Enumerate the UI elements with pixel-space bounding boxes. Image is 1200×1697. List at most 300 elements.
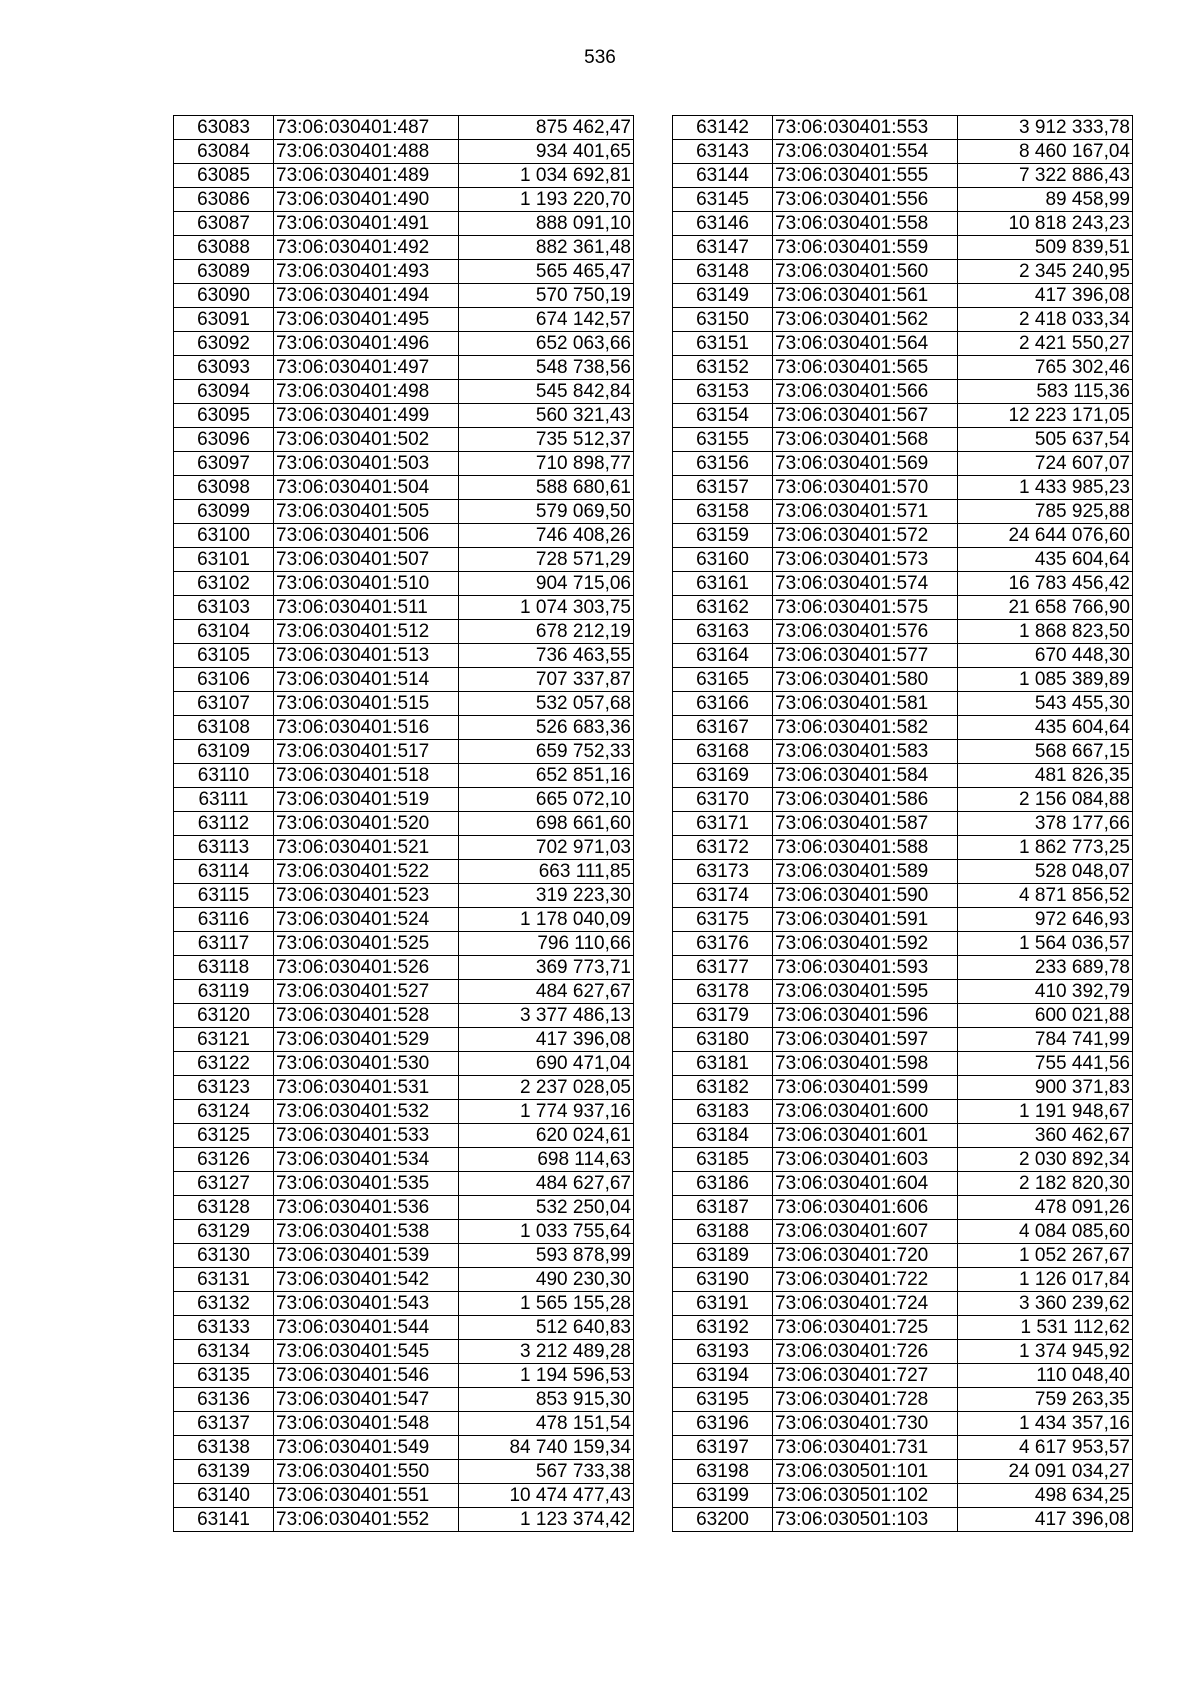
- row-number-cell: 63182: [673, 1076, 773, 1100]
- table-row: [673, 1172, 1133, 1196]
- cadastral-number-cell: 73:06:030401:493: [274, 260, 459, 284]
- value-cell: 710 898,77: [459, 452, 634, 476]
- row-number-cell: 63177: [673, 956, 773, 980]
- value-cell: 543 455,30: [958, 692, 1133, 716]
- row-number-cell: 63097: [174, 452, 274, 476]
- row-number-cell: 63094: [174, 380, 274, 404]
- row-number-cell: 63150: [673, 308, 773, 332]
- value-cell: 702 971,03: [459, 836, 634, 860]
- value-cell: 1 433 985,23: [958, 476, 1133, 500]
- cadastral-number-cell: 73:06:030501:102: [773, 1484, 958, 1508]
- table-row: [174, 500, 634, 524]
- value-cell: 736 463,55: [459, 644, 634, 668]
- table-row: [673, 476, 1133, 500]
- row-number-cell: 63155: [673, 428, 773, 452]
- table-row: [174, 1388, 634, 1412]
- row-number-cell: 63156: [673, 452, 773, 476]
- value-cell: 735 512,37: [459, 428, 634, 452]
- cadastral-number-cell: 73:06:030401:502: [274, 428, 459, 452]
- cadastral-number-cell: 73:06:030401:539: [274, 1244, 459, 1268]
- cadastral-number-cell: 73:06:030401:720: [773, 1244, 958, 1268]
- table-row: [174, 596, 634, 620]
- value-cell: 3 377 486,13: [459, 1004, 634, 1028]
- row-number-cell: 63185: [673, 1148, 773, 1172]
- row-number-cell: 63191: [673, 1292, 773, 1316]
- row-number-cell: 63128: [174, 1196, 274, 1220]
- table-row: [673, 1460, 1133, 1484]
- cadastral-number-cell: 73:06:030401:546: [274, 1364, 459, 1388]
- table-row: [673, 1388, 1133, 1412]
- row-number-cell: 63111: [174, 788, 274, 812]
- row-number-cell: 63186: [673, 1172, 773, 1196]
- table-row: [174, 1028, 634, 1052]
- table-row: [673, 1076, 1133, 1100]
- value-cell: 600 021,88: [958, 1004, 1133, 1028]
- row-number-cell: 63192: [673, 1316, 773, 1340]
- table-row: [673, 1268, 1133, 1292]
- table-row: [673, 692, 1133, 716]
- row-number-cell: 63086: [174, 188, 274, 212]
- value-cell: 378 177,66: [958, 812, 1133, 836]
- cadastral-number-cell: 73:06:030401:600: [773, 1100, 958, 1124]
- value-cell: 548 738,56: [459, 356, 634, 380]
- table-row: [174, 308, 634, 332]
- cadastral-number-cell: 73:06:030401:497: [274, 356, 459, 380]
- value-cell: 233 689,78: [958, 956, 1133, 980]
- cadastral-number-cell: 73:06:030401:488: [274, 140, 459, 164]
- row-number-cell: 63196: [673, 1412, 773, 1436]
- row-number-cell: 63183: [673, 1100, 773, 1124]
- row-number-cell: 63166: [673, 692, 773, 716]
- value-cell: 417 396,08: [958, 284, 1133, 308]
- cadastral-number-cell: 73:06:030401:584: [773, 764, 958, 788]
- cadastral-number-cell: 73:06:030401:601: [773, 1124, 958, 1148]
- value-cell: 435 604,64: [958, 716, 1133, 740]
- value-cell: 84 740 159,34: [459, 1436, 634, 1460]
- value-cell: 526 683,36: [459, 716, 634, 740]
- value-cell: 417 396,08: [459, 1028, 634, 1052]
- value-cell: 512 640,83: [459, 1316, 634, 1340]
- value-cell: 784 741,99: [958, 1028, 1133, 1052]
- cadastral-number-cell: 73:06:030401:724: [773, 1292, 958, 1316]
- table-row: [174, 116, 634, 140]
- row-number-cell: 63098: [174, 476, 274, 500]
- value-cell: 674 142,57: [459, 308, 634, 332]
- table-row: [174, 284, 634, 308]
- cadastral-number-cell: 73:06:030401:589: [773, 860, 958, 884]
- table-row: [673, 764, 1133, 788]
- value-cell: 1 774 937,16: [459, 1100, 634, 1124]
- cadastral-number-cell: 73:06:030401:495: [274, 308, 459, 332]
- cadastral-number-cell: 73:06:030401:514: [274, 668, 459, 692]
- cadastral-number-cell: 73:06:030401:547: [274, 1388, 459, 1412]
- row-number-cell: 63124: [174, 1100, 274, 1124]
- cadastral-number-cell: 73:06:030401:730: [773, 1412, 958, 1436]
- cadastral-number-cell: 73:06:030401:548: [274, 1412, 459, 1436]
- cadastral-number-cell: 73:06:030401:529: [274, 1028, 459, 1052]
- row-number-cell: 63103: [174, 596, 274, 620]
- row-number-cell: 63092: [174, 332, 274, 356]
- table-row: [174, 1364, 634, 1388]
- value-cell: 579 069,50: [459, 500, 634, 524]
- table-row: [174, 164, 634, 188]
- cadastral-number-cell: 73:06:030401:551: [274, 1484, 459, 1508]
- cadastral-number-cell: 73:06:030401:581: [773, 692, 958, 716]
- value-cell: 1 862 773,25: [958, 836, 1133, 860]
- table-row: [174, 476, 634, 500]
- value-cell: 369 773,71: [459, 956, 634, 980]
- value-cell: 16 783 456,42: [958, 572, 1133, 596]
- cadastral-number-cell: 73:06:030401:568: [773, 428, 958, 452]
- table-row: [673, 260, 1133, 284]
- value-cell: 484 627,67: [459, 1172, 634, 1196]
- row-number-cell: 63112: [174, 812, 274, 836]
- table-row: [673, 1052, 1133, 1076]
- row-number-cell: 63090: [174, 284, 274, 308]
- row-number-cell: 63123: [174, 1076, 274, 1100]
- value-cell: 1 434 357,16: [958, 1412, 1133, 1436]
- value-cell: 24 091 034,27: [958, 1460, 1133, 1484]
- table-row: [673, 140, 1133, 164]
- row-number-cell: 63114: [174, 860, 274, 884]
- table-row: [673, 164, 1133, 188]
- value-cell: 2 182 820,30: [958, 1172, 1133, 1196]
- row-number-cell: 63121: [174, 1028, 274, 1052]
- value-cell: 570 750,19: [459, 284, 634, 308]
- cadastral-number-cell: 73:06:030401:520: [274, 812, 459, 836]
- cadastral-number-cell: 73:06:030401:533: [274, 1124, 459, 1148]
- cadastral-number-cell: 73:06:030401:603: [773, 1148, 958, 1172]
- value-cell: 478 091,26: [958, 1196, 1133, 1220]
- table-row: [673, 1196, 1133, 1220]
- row-number-cell: 63184: [673, 1124, 773, 1148]
- row-number-cell: 63119: [174, 980, 274, 1004]
- value-cell: 1 033 755,64: [459, 1220, 634, 1244]
- row-number-cell: 63164: [673, 644, 773, 668]
- row-number-cell: 63139: [174, 1460, 274, 1484]
- cadastral-table-right: [672, 115, 1133, 1532]
- cadastral-number-cell: 73:06:030401:555: [773, 164, 958, 188]
- cadastral-number-cell: 73:06:030401:573: [773, 548, 958, 572]
- row-number-cell: 63115: [174, 884, 274, 908]
- row-number-cell: 63143: [673, 140, 773, 164]
- table-row: [673, 1364, 1133, 1388]
- cadastral-number-cell: 73:06:030401:506: [274, 524, 459, 548]
- table-row: [174, 692, 634, 716]
- value-cell: 888 091,10: [459, 212, 634, 236]
- value-cell: 2 156 084,88: [958, 788, 1133, 812]
- table-row: [673, 1508, 1133, 1532]
- cadastral-number-cell: 73:06:030401:596: [773, 1004, 958, 1028]
- row-number-cell: 63087: [174, 212, 274, 236]
- value-cell: 12 223 171,05: [958, 404, 1133, 428]
- table-row: [673, 1244, 1133, 1268]
- row-number-cell: 63162: [673, 596, 773, 620]
- value-cell: 2 030 892,34: [958, 1148, 1133, 1172]
- row-number-cell: 63152: [673, 356, 773, 380]
- table-row: [673, 1100, 1133, 1124]
- table-row: [673, 836, 1133, 860]
- cadastral-number-cell: 73:06:030401:527: [274, 980, 459, 1004]
- table-row: [174, 1148, 634, 1172]
- value-cell: 759 263,35: [958, 1388, 1133, 1412]
- table-row: [174, 884, 634, 908]
- table-row: [174, 1052, 634, 1076]
- row-number-cell: 63117: [174, 932, 274, 956]
- value-cell: 21 658 766,90: [958, 596, 1133, 620]
- row-number-cell: 63146: [673, 212, 773, 236]
- value-cell: 663 111,85: [459, 860, 634, 884]
- table-row: [174, 1316, 634, 1340]
- value-cell: 567 733,38: [459, 1460, 634, 1484]
- cadastral-number-cell: 73:06:030401:552: [274, 1508, 459, 1532]
- value-cell: 1 565 155,28: [459, 1292, 634, 1316]
- value-cell: 560 321,43: [459, 404, 634, 428]
- cadastral-number-cell: 73:06:030401:532: [274, 1100, 459, 1124]
- table-row: [174, 1004, 634, 1028]
- cadastral-number-cell: 73:06:030401:599: [773, 1076, 958, 1100]
- table-row: [673, 788, 1133, 812]
- value-cell: 2 421 550,27: [958, 332, 1133, 356]
- table-row: [673, 644, 1133, 668]
- table-row: [673, 428, 1133, 452]
- row-number-cell: 63104: [174, 620, 274, 644]
- value-cell: 853 915,30: [459, 1388, 634, 1412]
- table-row: [174, 1436, 634, 1460]
- row-number-cell: 63189: [673, 1244, 773, 1268]
- cadastral-number-cell: 73:06:030401:577: [773, 644, 958, 668]
- cadastral-number-cell: 73:06:030401:583: [773, 740, 958, 764]
- table-row: [673, 500, 1133, 524]
- table-row: [174, 1196, 634, 1220]
- table-row: [174, 1268, 634, 1292]
- row-number-cell: 63105: [174, 644, 274, 668]
- value-cell: 728 571,29: [459, 548, 634, 572]
- cadastral-number-cell: 73:06:030401:558: [773, 212, 958, 236]
- table-row: [673, 284, 1133, 308]
- table-row: [174, 812, 634, 836]
- table-row: [673, 356, 1133, 380]
- value-cell: 532 250,04: [459, 1196, 634, 1220]
- value-cell: 620 024,61: [459, 1124, 634, 1148]
- table-row: [174, 212, 634, 236]
- table-row: [673, 812, 1133, 836]
- cadastral-number-cell: 73:06:030401:512: [274, 620, 459, 644]
- row-number-cell: 63163: [673, 620, 773, 644]
- row-number-cell: 63173: [673, 860, 773, 884]
- row-number-cell: 63181: [673, 1052, 773, 1076]
- value-cell: 2 418 033,34: [958, 308, 1133, 332]
- row-number-cell: 63099: [174, 500, 274, 524]
- row-number-cell: 63101: [174, 548, 274, 572]
- value-cell: 678 212,19: [459, 620, 634, 644]
- row-number-cell: 63165: [673, 668, 773, 692]
- cadastral-number-cell: 73:06:030401:726: [773, 1340, 958, 1364]
- cadastral-number-cell: 73:06:030401:574: [773, 572, 958, 596]
- cadastral-number-cell: 73:06:030401:561: [773, 284, 958, 308]
- table-row: [174, 1076, 634, 1100]
- value-cell: 583 115,36: [958, 380, 1133, 404]
- table-row: [673, 548, 1133, 572]
- value-cell: 1 052 267,67: [958, 1244, 1133, 1268]
- cadastral-number-cell: 73:06:030401:536: [274, 1196, 459, 1220]
- value-cell: 1 126 017,84: [958, 1268, 1133, 1292]
- row-number-cell: 63096: [174, 428, 274, 452]
- cadastral-number-cell: 73:06:030401:591: [773, 908, 958, 932]
- cadastral-number-cell: 73:06:030401:560: [773, 260, 958, 284]
- cadastral-number-cell: 73:06:030401:534: [274, 1148, 459, 1172]
- table-row: [673, 380, 1133, 404]
- cadastral-number-cell: 73:06:030401:521: [274, 836, 459, 860]
- cadastral-number-cell: 73:06:030401:572: [773, 524, 958, 548]
- table-row: [174, 1412, 634, 1436]
- value-cell: 659 752,33: [459, 740, 634, 764]
- row-number-cell: 63179: [673, 1004, 773, 1028]
- value-cell: 698 114,63: [459, 1148, 634, 1172]
- cadastral-number-cell: 73:06:030401:490: [274, 188, 459, 212]
- table-row: [673, 1220, 1133, 1244]
- value-cell: 1 564 036,57: [958, 932, 1133, 956]
- table-row: [673, 1340, 1133, 1364]
- row-number-cell: 63140: [174, 1484, 274, 1508]
- cadastral-number-cell: 73:06:030401:510: [274, 572, 459, 596]
- value-cell: 1 034 692,81: [459, 164, 634, 188]
- table-row: [174, 764, 634, 788]
- value-cell: 746 408,26: [459, 524, 634, 548]
- row-number-cell: 63136: [174, 1388, 274, 1412]
- value-cell: 319 223,30: [459, 884, 634, 908]
- row-number-cell: 63089: [174, 260, 274, 284]
- table-row: [673, 1412, 1133, 1436]
- row-number-cell: 63188: [673, 1220, 773, 1244]
- value-cell: 1 074 303,75: [459, 596, 634, 620]
- table-row: [174, 1172, 634, 1196]
- value-cell: 89 458,99: [958, 188, 1133, 212]
- table-row: [174, 548, 634, 572]
- row-number-cell: 63126: [174, 1148, 274, 1172]
- row-number-cell: 63176: [673, 932, 773, 956]
- row-number-cell: 63108: [174, 716, 274, 740]
- table-row: [174, 452, 634, 476]
- value-cell: 498 634,25: [958, 1484, 1133, 1508]
- table-row: [673, 308, 1133, 332]
- cadastral-number-cell: 73:06:030401:564: [773, 332, 958, 356]
- cadastral-number-cell: 73:06:030401:503: [274, 452, 459, 476]
- row-number-cell: 63180: [673, 1028, 773, 1052]
- cadastral-number-cell: 73:06:030401:513: [274, 644, 459, 668]
- cadastral-number-cell: 73:06:030401:593: [773, 956, 958, 980]
- row-number-cell: 63157: [673, 476, 773, 500]
- value-cell: 1 531 112,62: [958, 1316, 1133, 1340]
- value-cell: 1 194 596,53: [459, 1364, 634, 1388]
- row-number-cell: 63151: [673, 332, 773, 356]
- row-number-cell: 63125: [174, 1124, 274, 1148]
- table-row: [174, 740, 634, 764]
- cadastral-number-cell: 73:06:030401:586: [773, 788, 958, 812]
- cadastral-number-cell: 73:06:030401:570: [773, 476, 958, 500]
- cadastral-number-cell: 73:06:030401:550: [274, 1460, 459, 1484]
- cadastral-number-cell: 73:06:030401:504: [274, 476, 459, 500]
- cadastral-number-cell: 73:06:030401:519: [274, 788, 459, 812]
- value-cell: 545 842,84: [459, 380, 634, 404]
- table-row: [673, 1316, 1133, 1340]
- table-row: [174, 380, 634, 404]
- cadastral-number-cell: 73:06:030401:491: [274, 212, 459, 236]
- value-cell: 528 048,07: [958, 860, 1133, 884]
- value-cell: 707 337,87: [459, 668, 634, 692]
- cadastral-number-cell: 73:06:030401:722: [773, 1268, 958, 1292]
- cadastral-number-cell: 73:06:030401:530: [274, 1052, 459, 1076]
- row-number-cell: 63095: [174, 404, 274, 428]
- row-number-cell: 63169: [673, 764, 773, 788]
- table-row: [673, 980, 1133, 1004]
- table-row: [673, 188, 1133, 212]
- cadastral-number-cell: 73:06:030401:522: [274, 860, 459, 884]
- cadastral-number-cell: 73:06:030401:725: [773, 1316, 958, 1340]
- cadastral-number-cell: 73:06:030401:517: [274, 740, 459, 764]
- value-cell: 1 868 823,50: [958, 620, 1133, 644]
- cadastral-number-cell: 73:06:030401:538: [274, 1220, 459, 1244]
- row-number-cell: 63194: [673, 1364, 773, 1388]
- table-row: [174, 1220, 634, 1244]
- row-number-cell: 63160: [673, 548, 773, 572]
- cadastral-number-cell: 73:06:030401:524: [274, 908, 459, 932]
- row-number-cell: 63170: [673, 788, 773, 812]
- table-row: [174, 860, 634, 884]
- row-number-cell: 63132: [174, 1292, 274, 1316]
- table-row: [673, 716, 1133, 740]
- value-cell: 765 302,46: [958, 356, 1133, 380]
- table-row: [174, 908, 634, 932]
- cadastral-number-cell: 73:06:030401:489: [274, 164, 459, 188]
- cadastral-number-cell: 73:06:030401:523: [274, 884, 459, 908]
- value-cell: 3 912 333,78: [958, 116, 1133, 140]
- cadastral-number-cell: 73:06:030401:525: [274, 932, 459, 956]
- cadastral-number-cell: 73:06:030401:507: [274, 548, 459, 572]
- value-cell: 4 871 856,52: [958, 884, 1133, 908]
- table-row: [673, 1484, 1133, 1508]
- table-row: [673, 1436, 1133, 1460]
- value-cell: 1 374 945,92: [958, 1340, 1133, 1364]
- row-number-cell: 63110: [174, 764, 274, 788]
- table-row: [673, 524, 1133, 548]
- table-row: [174, 1124, 634, 1148]
- table-row: [174, 980, 634, 1004]
- row-number-cell: 63153: [673, 380, 773, 404]
- cadastral-number-cell: 73:06:030401:598: [773, 1052, 958, 1076]
- table-row: [174, 236, 634, 260]
- value-cell: 875 462,47: [459, 116, 634, 140]
- value-cell: 481 826,35: [958, 764, 1133, 788]
- cadastral-number-cell: 73:06:030401:731: [773, 1436, 958, 1460]
- value-cell: 10 474 477,43: [459, 1484, 634, 1508]
- table-row: [673, 404, 1133, 428]
- value-cell: 410 392,79: [958, 980, 1133, 1004]
- row-number-cell: 63141: [174, 1508, 274, 1532]
- cadastral-number-cell: 73:06:030501:103: [773, 1508, 958, 1532]
- cadastral-number-cell: 73:06:030401:595: [773, 980, 958, 1004]
- table-row: [174, 1244, 634, 1268]
- value-cell: 568 667,15: [958, 740, 1133, 764]
- row-number-cell: 63197: [673, 1436, 773, 1460]
- table-row: [673, 908, 1133, 932]
- table-row: [174, 260, 634, 284]
- cadastral-number-cell: 73:06:030401:545: [274, 1340, 459, 1364]
- cadastral-number-cell: 73:06:030401:728: [773, 1388, 958, 1412]
- row-number-cell: 63129: [174, 1220, 274, 1244]
- cadastral-number-cell: 73:06:030401:492: [274, 236, 459, 260]
- value-cell: 900 371,83: [958, 1076, 1133, 1100]
